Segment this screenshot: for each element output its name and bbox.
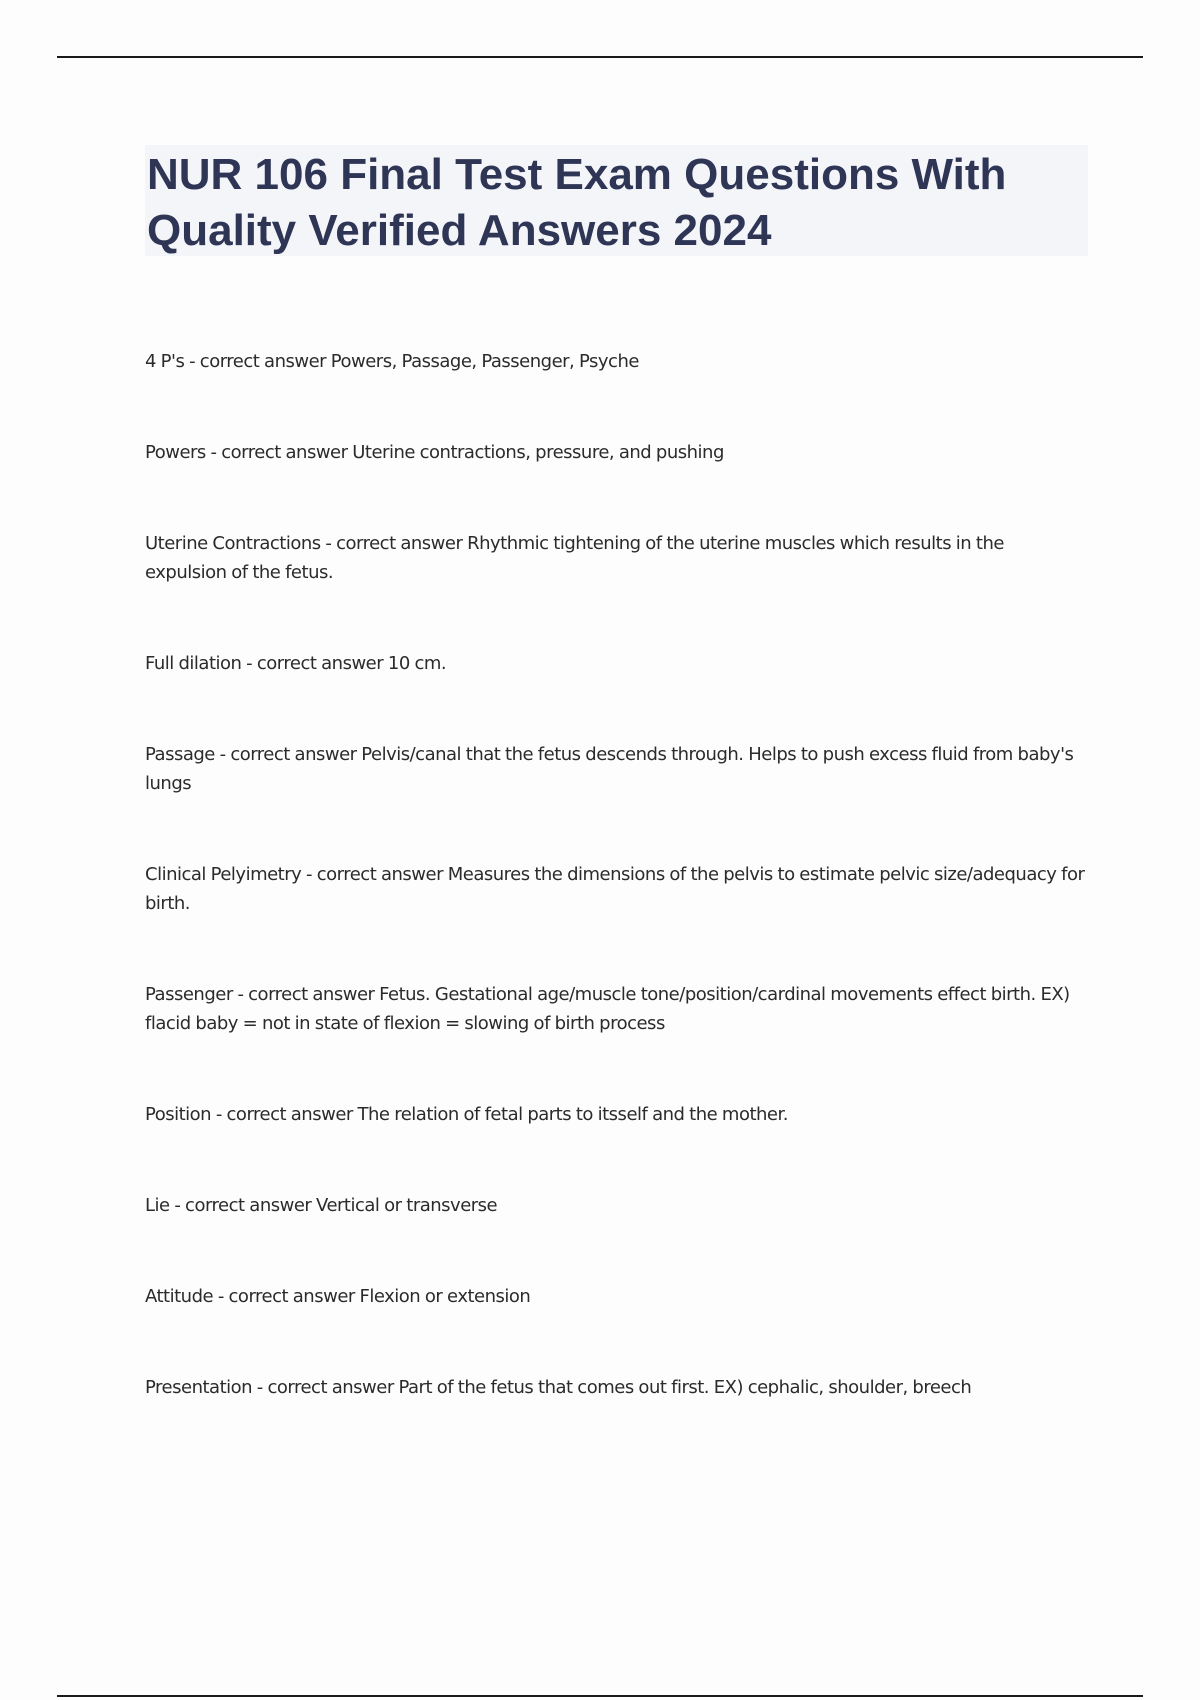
bottom-rule xyxy=(57,1695,1143,1697)
qa-answer: 10 cm. xyxy=(387,653,447,674)
qa-separator: - correct answer xyxy=(169,1195,317,1216)
document-title: NUR 106 Final Test Exam Questions With Quality Verified Answers 2024 xyxy=(147,150,1007,255)
qa-entry xyxy=(145,860,1090,918)
qa-answer: Uterine contractions, pressure, and pushing xyxy=(352,442,724,463)
qa-answer: Pelvis/canal that the fetus descends through. Helps to push excess fluid from baby's lungs xyxy=(145,744,1074,794)
qa-term: Passenger xyxy=(145,984,233,1005)
qa-separator: - correct answer xyxy=(213,1286,360,1307)
qa-entry xyxy=(145,740,1090,798)
title-block xyxy=(145,145,1088,256)
qa-answer: Measures the dimensions of the pelvis to estimate pelvic size/adequacy for birth. xyxy=(145,864,1085,914)
qa-separator: - correct answer xyxy=(214,744,362,765)
qa-entry xyxy=(145,1373,1090,1402)
qa-entry xyxy=(145,438,1090,467)
qa-term: Position xyxy=(145,1104,212,1125)
qa-separator: - correct answer xyxy=(241,653,388,674)
qa-answer: Vertical or transverse xyxy=(316,1195,498,1216)
qa-term: Powers xyxy=(145,442,206,463)
qa-entry xyxy=(145,649,1090,678)
qa-separator: - correct answer xyxy=(205,442,353,463)
qa-entry xyxy=(145,1100,1090,1129)
qa-entry xyxy=(145,347,1090,376)
qa-answer: Flexion or extension xyxy=(359,1286,531,1307)
qa-separator: - correct answer xyxy=(320,533,468,554)
top-rule xyxy=(57,56,1143,58)
qa-term: 4 P's xyxy=(145,351,185,372)
qa-term: Uterine Contractions xyxy=(145,533,321,554)
qa-entry xyxy=(145,1282,1090,1311)
qa-term: Clinical Pelyimetry xyxy=(145,864,302,885)
qa-separator: - correct answer xyxy=(252,1377,399,1398)
qa-entry xyxy=(145,1191,1090,1220)
qa-answer: The relation of fetal parts to itsself and the mother. xyxy=(357,1104,788,1125)
qa-entry xyxy=(145,529,1090,587)
qa-answer: Rhythmic tightening of the uterine muscles which results in the expulsion of the fetus. xyxy=(145,533,1004,583)
qa-answer: Fetus. Gestational age/muscle tone/position/cardinal movements effect birth. EX) flacid baby = not in state of flexion = slowing of birth process xyxy=(145,984,1070,1034)
qa-term: Full dilation xyxy=(145,653,242,674)
qa-separator: - correct answer xyxy=(301,864,448,885)
qa-separator: - correct answer xyxy=(211,1104,358,1125)
qa-term: Passage xyxy=(145,744,215,765)
qa-separator: - correct answer xyxy=(232,984,380,1005)
qa-answer: Part of the fetus that comes out first. EX) cephalic, shoulder, breech xyxy=(398,1377,972,1398)
qa-term: Presentation xyxy=(145,1377,253,1398)
qa-term: Lie xyxy=(145,1195,170,1216)
qa-answer: Powers, Passage, Passenger, Psyche xyxy=(330,351,639,372)
qa-separator: - correct answer xyxy=(184,351,331,372)
qa-term: Attitude xyxy=(145,1286,214,1307)
qa-entry xyxy=(145,980,1090,1038)
